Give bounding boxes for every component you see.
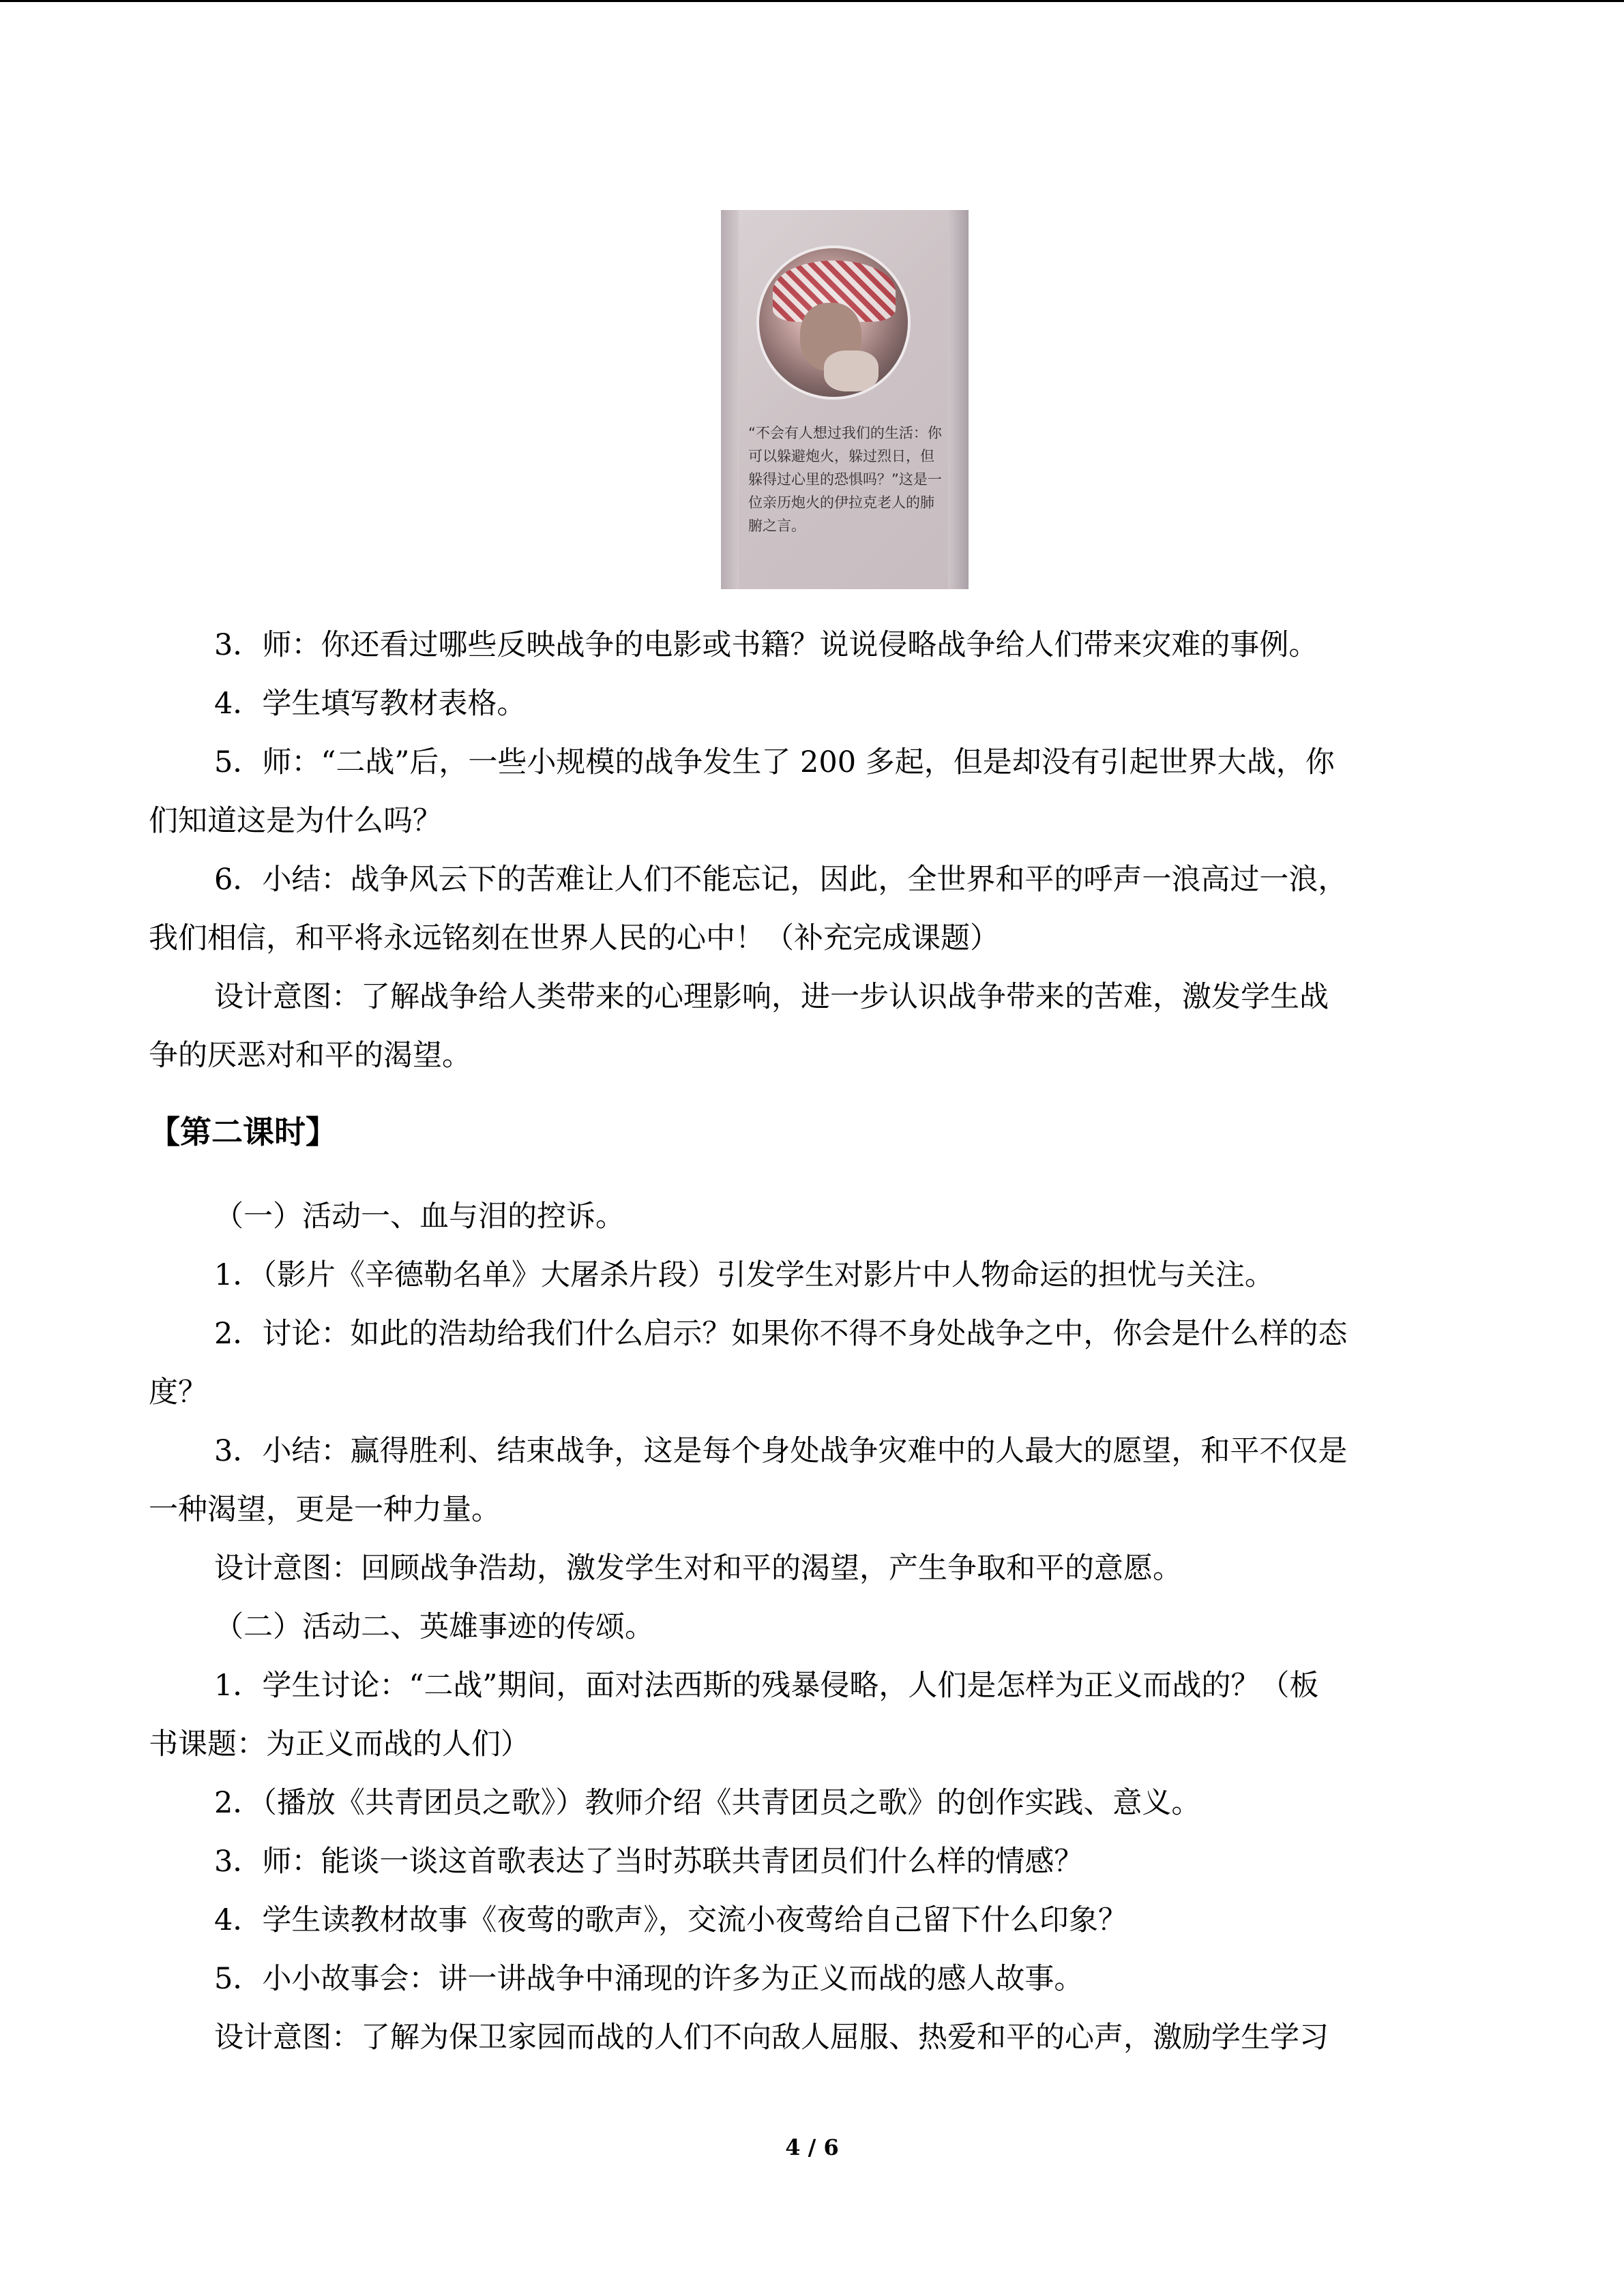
paragraph-line: 一种渴望，更是一种力量。 bbox=[149, 1493, 501, 1527]
paragraph-line: 我们相信，和平将永远铭刻在世界人民的心中！（补充完成课题） bbox=[149, 921, 999, 955]
paragraph-line: 设计意图：了解为保卫家园而战的人们不向敌人屈服、热爱和平的心声，激励学生学习 bbox=[214, 2021, 1329, 2055]
paragraph-line: 书课题：为正义而战的人们） bbox=[149, 1727, 530, 1761]
paragraph-line: 2．（播放《共青团员之歌》）教师介绍《共青团员之歌》的创作实践、意义。 bbox=[214, 1786, 1201, 1820]
hand-shape bbox=[824, 351, 879, 391]
paragraph-line: 3．师：你还看过哪些反映战争的电影或书籍？说说侵略战争给人们带来灾难的事例。 bbox=[214, 628, 1318, 662]
paragraph-line: 5．小小故事会：讲一讲战争中涌现的许多为正义而战的感人故事。 bbox=[214, 1962, 1084, 1996]
photo-edge-right bbox=[948, 210, 969, 589]
lesson-heading: 【第二课时】 bbox=[149, 1114, 337, 1150]
textbook-photo bbox=[721, 210, 969, 589]
paragraph-line: 5．师：“二战”后，一些小规模的战争发生了 200 多起，但是却没有引起世界大战，你 bbox=[214, 745, 1335, 779]
photo-edge-left bbox=[721, 210, 739, 589]
paragraph-line: 设计意图：了解战争给人类带来的心理影响，进一步认识战争带来的苦难，激发学生战 bbox=[214, 980, 1329, 1014]
page-number: 4 / 6 bbox=[785, 2134, 839, 2160]
paragraph-line: 6．小结：战争风云下的苦难让人们不能忘记，因此，全世界和平的呼声一浪高过一浪， bbox=[214, 863, 1348, 897]
paragraph-line: 们知道这是为什么吗？ bbox=[149, 804, 442, 838]
paragraph-line: 3．小结：赢得胜利、结束战争，这是每个身处战争灾难中的人最大的愿望，和平不仅是 bbox=[214, 1434, 1348, 1468]
paragraph-line: 争的厌恶对和平的渴望。 bbox=[149, 1039, 471, 1073]
paragraph-line: （二）活动二、英雄事迹的传颂。 bbox=[214, 1610, 654, 1644]
elderly-man-portrait bbox=[756, 245, 911, 400]
paragraph-line: 1．学生讨论：“二战”期间，面对法西斯的残暴侵略，人们是怎样为正义而战的？（板 bbox=[214, 1669, 1319, 1703]
paragraph-line: （一）活动一、血与泪的控诉。 bbox=[214, 1199, 625, 1234]
section-1 bbox=[149, 616, 1475, 1085]
paragraph-line: 1．（影片《辛德勒名单》大屠杀片段）引发学生对影片中人物命运的担忧与关注。 bbox=[214, 1258, 1274, 1292]
paragraph-line: 3．师：能谈一谈这首歌表达了当时苏联共青团员们什么样的情感？ bbox=[214, 1845, 1084, 1879]
photo-caption: “不会有人想过我们的生活：你可以躲避炮火，躲过烈日，但躲得过心里的恐惧吗？”这是一位亲历炮火的伊拉克老人的肺腑之言。 bbox=[748, 425, 942, 534]
paragraph-line: 2．讨论：如此的浩劫给我们什么启示？如果你不得不身处战争之中，你会是什么样的态 bbox=[214, 1317, 1348, 1351]
section-2 bbox=[149, 1187, 1475, 2067]
paragraph-line: 4．学生填写教材表格。 bbox=[214, 687, 527, 721]
paragraph-line: 设计意图：回顾战争浩劫，激发学生对和平的渴望，产生争取和平的意愿。 bbox=[214, 1551, 1182, 1585]
paragraph-line: 4．学生读教材故事《夜莺的歌声》，交流小夜莺给自己留下什么印象？ bbox=[214, 1903, 1127, 1937]
paragraph-line: 度？ bbox=[149, 1375, 207, 1410]
page-top-border bbox=[0, 0, 1624, 2]
